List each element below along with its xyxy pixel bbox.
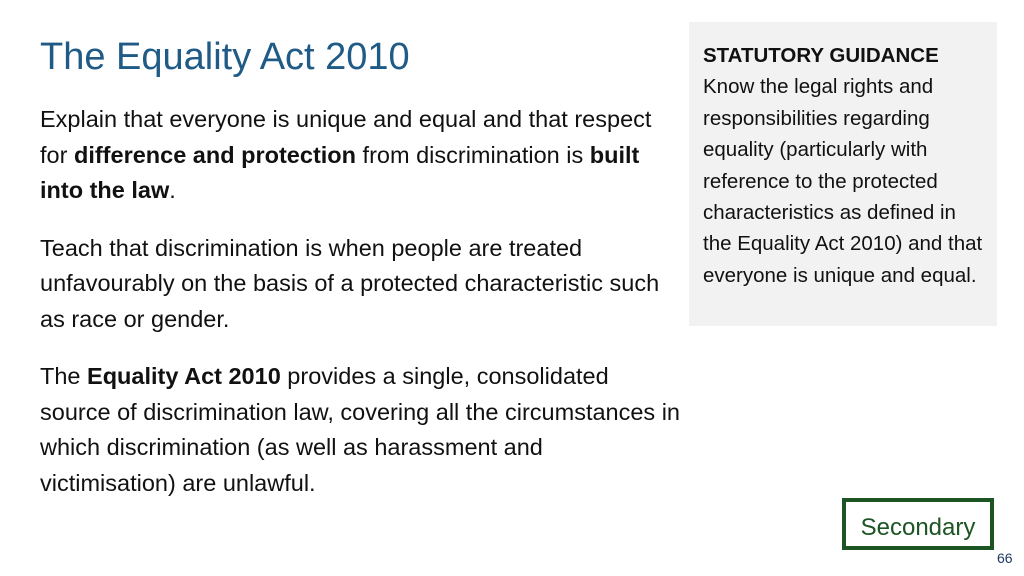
slide-title: The Equality Act 2010 [40,36,410,78]
paragraph-2 [40,231,680,338]
paragraph-1 [40,102,680,209]
paragraph-2-text: Teach that discrimination is when people are treated unfavourably on the basis of a protected characteristic such as race or gender. [40,234,660,332]
paragraph-1-text: Explain that everyone is unique and equal and that respect for [40,106,652,168]
guidance-title: STATUTORY GUIDANCE [703,44,939,67]
paragraph-1-bold-law: built into the law [40,141,640,203]
secondary-badge: Secondary [842,498,994,550]
paragraph-3-bold-act: Equality Act 2010 [87,363,281,389]
statutory-guidance-box [689,22,997,326]
paragraph-1-period: . [169,177,176,203]
body-text [40,102,680,523]
guidance-text: Know the legal rights and responsibilities regarding equality (particularly with reference to the protected characteristics as defined in the Equality Act 2010) and that everyone is unique and equal. [703,75,983,287]
paragraph-1-bold-difference: difference and protection [73,141,357,168]
paragraph-1-text-mid: from discrimination is [356,141,590,168]
paragraph-3 [40,359,680,501]
page-number: 66 [997,550,1013,566]
paragraph-3-lead: The [40,363,88,389]
paragraph-3-text: provides a single, consolidated source of discrimination law, covering all the circumstances in which discrimination (as well as harassment and victimisation) are unlawful. [40,363,680,496]
